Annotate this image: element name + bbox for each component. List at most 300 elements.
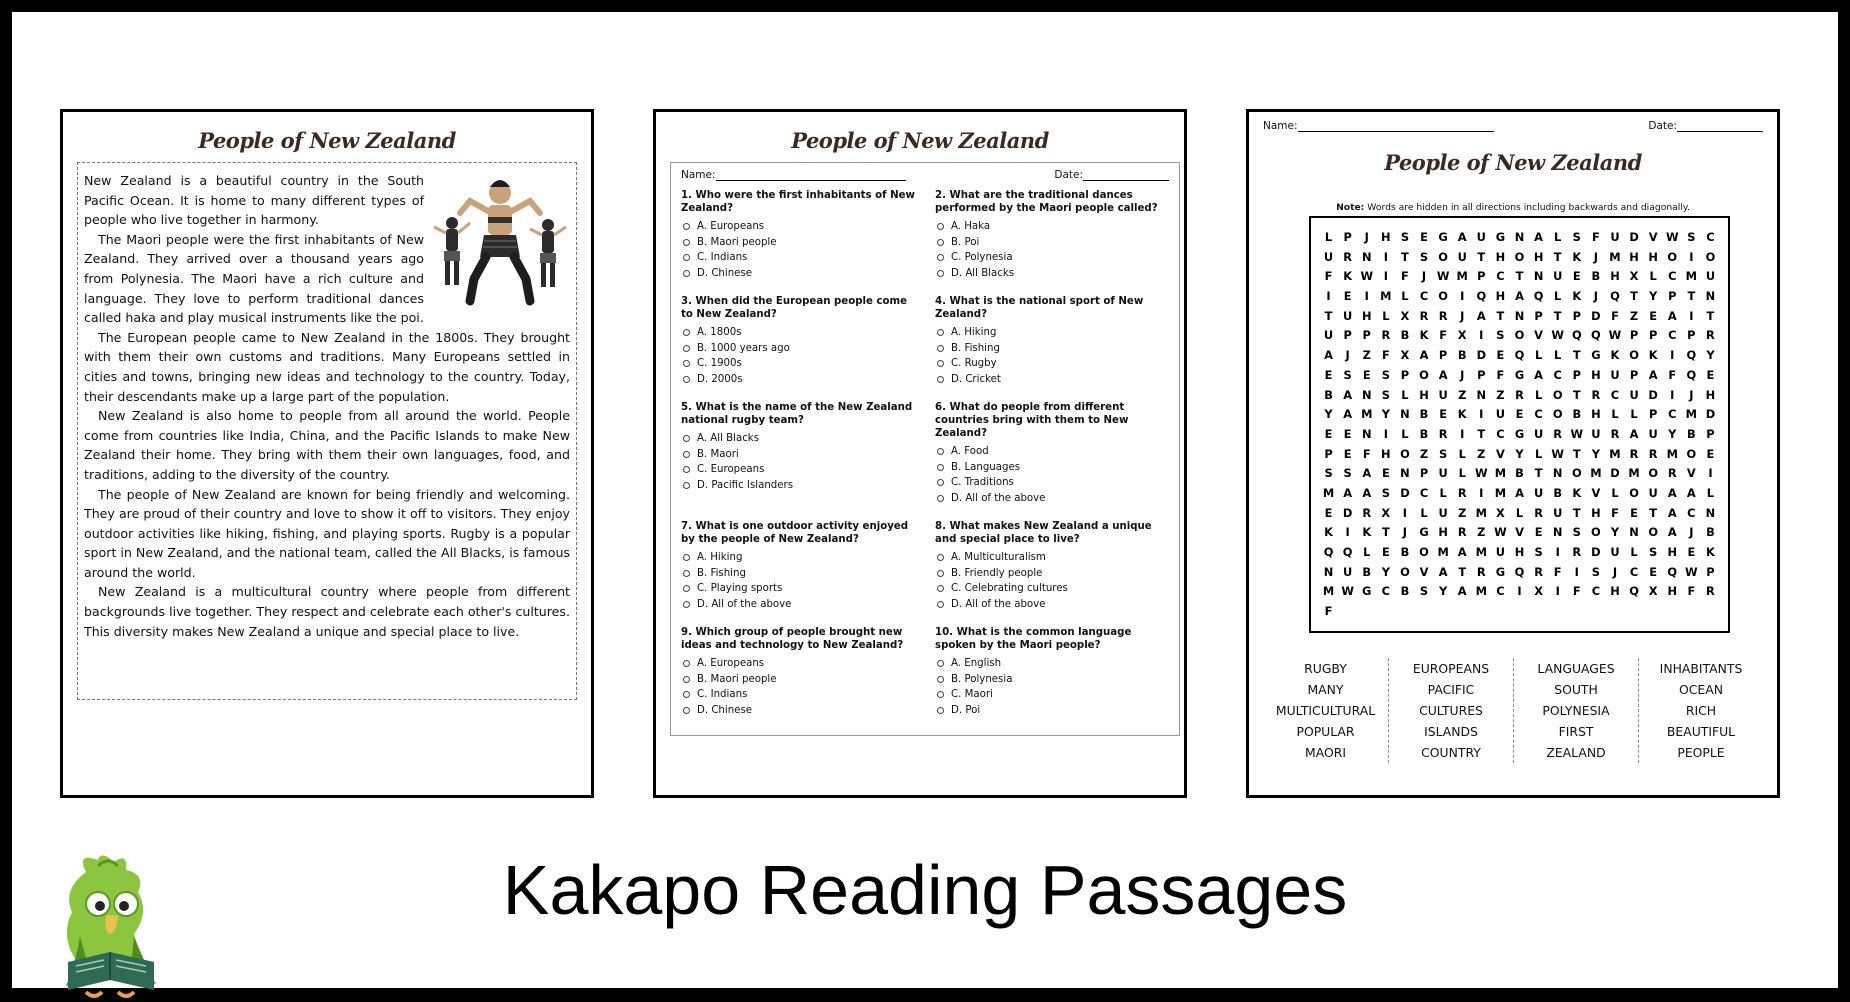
answer-option[interactable] [683, 266, 915, 282]
grid-letter[interactable]: R [1706, 584, 1715, 599]
grid-letter[interactable]: Q [1686, 348, 1697, 363]
grid-letter[interactable]: B [1400, 328, 1410, 343]
grid-letter[interactable]: M [1475, 545, 1487, 559]
grid-letter[interactable]: C [1668, 407, 1677, 422]
grid-letter[interactable]: W [1551, 328, 1564, 343]
grid-letter[interactable]: O [1438, 249, 1448, 264]
grid-letter[interactable]: T [1381, 525, 1390, 540]
grid-letter[interactable]: P [1572, 367, 1581, 382]
grid-letter[interactable]: P [1419, 466, 1429, 481]
grid-letter[interactable]: C [1381, 584, 1391, 599]
grid-letter[interactable]: K [1457, 407, 1467, 422]
answer-option[interactable] [683, 656, 915, 672]
grid-letter[interactable]: A [1476, 308, 1486, 323]
grid-letter[interactable]: J [1593, 289, 1598, 304]
grid-letter[interactable]: L [1611, 407, 1619, 422]
grid-letter[interactable]: O [1514, 249, 1525, 264]
grid-letter[interactable]: E [1362, 367, 1371, 382]
grid-letter[interactable]: S [1439, 446, 1448, 461]
grid-letter[interactable]: V [1495, 446, 1505, 461]
grid-letter[interactable]: Y [1381, 407, 1390, 422]
grid-letter[interactable]: N [1514, 308, 1525, 323]
grid-letter[interactable]: H [1610, 584, 1620, 599]
grid-letter[interactable]: T [1572, 446, 1581, 461]
grid-letter[interactable]: A [1362, 485, 1372, 500]
grid-letter[interactable]: C [1668, 269, 1677, 284]
grid-letter[interactable]: F [1381, 348, 1390, 363]
grid-letter[interactable]: X [1381, 505, 1391, 520]
grid-letter[interactable]: A [1667, 485, 1677, 500]
grid-letter[interactable]: I [1670, 387, 1675, 402]
grid-letter[interactable]: V [1648, 230, 1658, 244]
grid-letter[interactable]: U [1705, 269, 1716, 284]
grid-letter[interactable]: X [1400, 348, 1410, 363]
answer-option[interactable] [683, 597, 915, 613]
grid-letter[interactable]: R [1457, 525, 1467, 540]
grid-letter[interactable]: Q [1686, 367, 1697, 382]
grid-letter[interactable]: E [1534, 525, 1543, 540]
grid-letter[interactable]: U [1343, 564, 1353, 579]
grid-letter[interactable]: L [1706, 485, 1715, 500]
grid-letter[interactable]: S [1419, 249, 1429, 264]
grid-letter[interactable]: R [1438, 308, 1448, 323]
grid-letter[interactable]: D [1400, 485, 1410, 500]
grid-letter[interactable]: A [1457, 584, 1467, 599]
grid-letter[interactable]: I [1517, 584, 1522, 599]
grid-letter[interactable]: U [1553, 505, 1563, 520]
radio-circle-icon[interactable] [937, 360, 944, 367]
grid-letter[interactable]: Q [1533, 289, 1544, 304]
grid-letter[interactable]: H [1495, 289, 1506, 304]
grid-letter[interactable]: N [1552, 466, 1563, 481]
grid-letter[interactable]: L [1401, 426, 1409, 441]
answer-option[interactable] [937, 372, 1169, 388]
grid-letter[interactable]: T [1553, 308, 1562, 323]
grid-letter[interactable]: R [1457, 485, 1467, 500]
grid-letter[interactable]: U [1591, 426, 1601, 441]
answer-option[interactable] [937, 475, 1169, 491]
answer-option[interactable] [683, 447, 915, 463]
grid-letter[interactable]: R [1515, 387, 1524, 402]
grid-letter[interactable]: W [1475, 466, 1488, 481]
grid-letter[interactable]: J [1402, 525, 1408, 540]
grid-letter[interactable]: M [1475, 584, 1487, 599]
grid-letter[interactable]: E [1687, 545, 1696, 559]
grid-letter[interactable]: M [1437, 545, 1449, 559]
grid-letter[interactable]: A [1343, 485, 1353, 500]
answer-option[interactable] [683, 550, 915, 566]
grid-letter[interactable]: K [1610, 348, 1620, 363]
grid-letter[interactable]: K [1648, 348, 1658, 363]
grid-letter[interactable]: X [1400, 308, 1410, 323]
grid-letter[interactable]: O [1571, 466, 1582, 481]
radio-circle-icon[interactable] [683, 435, 690, 442]
grid-letter[interactable]: B [1362, 564, 1372, 579]
grid-letter[interactable]: Z [1477, 446, 1486, 461]
grid-letter[interactable]: M [1666, 446, 1678, 461]
grid-letter[interactable]: T [1687, 289, 1696, 304]
grid-letter[interactable]: W [1436, 269, 1450, 284]
grid-letter[interactable]: F [1324, 269, 1333, 284]
grid-letter[interactable]: T [1572, 387, 1581, 402]
grid-letter[interactable]: G [1514, 367, 1525, 382]
grid-letter[interactable]: O [1419, 367, 1429, 382]
grid-letter[interactable]: L [1420, 505, 1428, 520]
grid-letter[interactable]: U [1438, 505, 1448, 520]
grid-letter[interactable]: R [1438, 426, 1448, 441]
grid-letter[interactable]: B [1400, 584, 1410, 599]
grid-letter[interactable]: H [1591, 505, 1601, 520]
answer-option[interactable] [683, 687, 915, 703]
grid-letter[interactable]: A [1343, 387, 1353, 402]
grid-letter[interactable]: A [1534, 367, 1543, 382]
grid-letter[interactable]: I [1708, 466, 1713, 481]
grid-letter[interactable]: U [1438, 466, 1448, 481]
grid-letter[interactable]: T [1572, 505, 1581, 520]
grid-letter[interactable]: R [1381, 328, 1391, 343]
radio-circle-icon[interactable] [683, 329, 690, 336]
grid-letter[interactable]: H [1438, 525, 1448, 540]
grid-letter[interactable]: A [1686, 485, 1696, 500]
grid-letter[interactable]: P [1629, 328, 1639, 343]
grid-letter[interactable]: W [1665, 230, 1679, 244]
grid-letter[interactable]: O [1686, 446, 1697, 461]
grid-letter[interactable]: R [1610, 426, 1620, 441]
radio-circle-icon[interactable] [683, 554, 690, 561]
grid-letter[interactable]: M [1685, 269, 1698, 284]
grid-letter[interactable]: M [1685, 407, 1698, 422]
radio-circle-icon[interactable] [683, 239, 690, 246]
grid-letter[interactable]: P [1438, 348, 1448, 363]
grid-letter[interactable]: Y [1438, 584, 1448, 599]
grid-letter[interactable]: G [1419, 525, 1429, 540]
grid-letter[interactable]: C [1419, 485, 1429, 500]
radio-circle-icon[interactable] [683, 451, 690, 458]
answer-option[interactable] [683, 478, 915, 494]
answer-option[interactable] [937, 703, 1169, 719]
grid-letter[interactable]: L [1611, 485, 1619, 500]
grid-letter[interactable]: K [1343, 269, 1353, 284]
grid-letter[interactable]: L [1554, 348, 1562, 363]
answer-option[interactable] [683, 581, 915, 597]
grid-letter[interactable]: U [1438, 387, 1448, 402]
grid-letter[interactable]: F [1611, 308, 1619, 323]
grid-letter[interactable]: G [1495, 564, 1506, 579]
radio-circle-icon[interactable] [937, 254, 944, 261]
answer-option[interactable] [937, 250, 1169, 266]
answer-option[interactable] [683, 372, 915, 388]
grid-letter[interactable]: U [1610, 367, 1620, 382]
grid-letter[interactable]: A [1667, 525, 1677, 540]
grid-letter[interactable]: W [1494, 525, 1507, 540]
grid-letter[interactable]: Q [1323, 545, 1334, 559]
grid-letter[interactable]: T [1496, 308, 1505, 323]
grid-letter[interactable]: T [1458, 564, 1467, 579]
grid-letter[interactable]: U [1629, 387, 1639, 402]
answer-option[interactable] [937, 460, 1169, 476]
grid-letter[interactable]: B [1457, 348, 1467, 363]
grid-letter[interactable]: T [1477, 249, 1486, 264]
grid-letter[interactable]: L [1515, 505, 1524, 520]
grid-letter[interactable]: T [1630, 289, 1638, 304]
grid-letter[interactable]: S [1591, 564, 1600, 579]
grid-letter[interactable]: R [1362, 505, 1372, 520]
radio-circle-icon[interactable] [937, 570, 944, 577]
grid-letter[interactable]: C [1668, 328, 1677, 343]
grid-letter[interactable]: F [1496, 367, 1505, 382]
grid-letter[interactable]: L [1649, 269, 1657, 284]
grid-letter[interactable]: A [1667, 505, 1677, 520]
grid-letter[interactable]: W [1551, 446, 1564, 461]
grid-letter[interactable]: L [1630, 407, 1638, 422]
grid-letter[interactable]: E [1420, 230, 1428, 244]
grid-letter[interactable]: M [1494, 466, 1507, 481]
grid-letter[interactable]: N [1533, 269, 1544, 284]
grid-letter[interactable]: F [1611, 505, 1619, 520]
grid-letter[interactable]: P [1629, 367, 1639, 382]
grid-letter[interactable]: N [1323, 564, 1334, 579]
grid-letter[interactable]: M [1322, 584, 1335, 599]
grid-letter[interactable]: U [1343, 308, 1353, 323]
grid-letter[interactable]: R [1706, 328, 1715, 343]
grid-letter[interactable]: B [1324, 387, 1333, 402]
grid-letter[interactable]: Q [1514, 348, 1525, 363]
grid-letter[interactable]: F [1439, 328, 1447, 343]
grid-letter[interactable]: O [1438, 289, 1448, 304]
answer-option[interactable] [937, 341, 1169, 357]
grid-letter[interactable]: E [1343, 446, 1352, 461]
grid-letter[interactable]: U [1610, 545, 1620, 559]
grid-letter[interactable]: H [1648, 249, 1658, 264]
grid-letter[interactable]: D [1591, 308, 1601, 323]
radio-circle-icon[interactable] [937, 239, 944, 246]
grid-letter[interactable]: M [1475, 505, 1487, 520]
grid-letter[interactable]: I [1460, 426, 1465, 441]
grid-letter[interactable]: N [1476, 387, 1487, 402]
grid-letter[interactable]: D [1476, 348, 1487, 363]
grid-letter[interactable]: R [1553, 426, 1563, 441]
grid-letter[interactable]: A [1667, 308, 1677, 323]
grid-letter[interactable]: P [1343, 328, 1352, 343]
grid-letter[interactable]: T [1515, 269, 1524, 284]
grid-letter[interactable]: Q [1571, 328, 1582, 343]
grid-letter[interactable]: Y [1515, 446, 1524, 461]
radio-circle-icon[interactable] [937, 707, 944, 714]
grid-letter[interactable]: P [1477, 367, 1486, 382]
grid-letter[interactable]: P [1687, 328, 1696, 343]
grid-letter[interactable]: J [1345, 348, 1350, 363]
grid-letter[interactable]: Y [1706, 348, 1715, 363]
grid-letter[interactable]: J [1593, 249, 1598, 264]
grid-letter[interactable]: S [1381, 387, 1390, 402]
grid-letter[interactable]: B [1687, 426, 1696, 441]
grid-letter[interactable]: U [1323, 328, 1334, 343]
grid-letter[interactable]: T [1553, 249, 1562, 264]
grid-letter[interactable]: T [1324, 308, 1333, 323]
grid-letter[interactable]: I [1479, 485, 1484, 500]
grid-letter[interactable]: G [1514, 426, 1525, 441]
grid-letter[interactable]: Z [1458, 387, 1467, 402]
grid-letter[interactable]: T [1572, 348, 1581, 363]
grid-letter[interactable]: K [1706, 545, 1715, 559]
grid-letter[interactable]: C [1496, 426, 1505, 441]
grid-letter[interactable]: S [1343, 466, 1352, 481]
answer-option[interactable] [937, 687, 1169, 703]
grid-letter[interactable]: U [1553, 269, 1563, 284]
grid-letter[interactable]: I [1364, 289, 1369, 304]
grid-letter[interactable]: Q [1610, 289, 1620, 304]
grid-letter[interactable]: P [1706, 564, 1715, 579]
grid-letter[interactable]: O [1629, 485, 1639, 500]
answer-option[interactable] [937, 266, 1169, 282]
grid-letter[interactable]: L [1458, 446, 1466, 461]
grid-letter[interactable]: A [1438, 564, 1448, 579]
grid-letter[interactable]: O [1667, 249, 1678, 264]
grid-letter[interactable]: M [1609, 446, 1621, 461]
grid-letter[interactable]: S [1572, 230, 1581, 244]
grid-letter[interactable]: E [1324, 367, 1333, 382]
grid-letter[interactable]: A [1324, 348, 1333, 363]
grid-letter[interactable]: M [1456, 269, 1468, 284]
grid-letter[interactable]: G [1438, 230, 1448, 244]
grid-letter[interactable]: L [1324, 230, 1333, 244]
grid-letter[interactable]: C [1610, 387, 1620, 402]
grid-letter[interactable]: T [1477, 426, 1486, 441]
grid-letter[interactable]: A [1457, 545, 1467, 559]
grid-letter[interactable]: C [1687, 505, 1696, 520]
grid-letter[interactable]: Z [1629, 308, 1639, 323]
grid-letter[interactable]: O [1648, 525, 1658, 540]
grid-letter[interactable]: I [1555, 584, 1560, 599]
radio-circle-icon[interactable] [937, 270, 944, 277]
grid-letter[interactable]: C [1496, 269, 1505, 284]
grid-letter[interactable]: E [1649, 564, 1658, 579]
grid-letter[interactable]: W [1341, 584, 1354, 599]
grid-letter[interactable]: X [1629, 269, 1639, 284]
grid-letter[interactable]: Q [1342, 545, 1353, 559]
grid-letter[interactable]: I [1555, 545, 1560, 559]
grid-letter[interactable]: M [1628, 466, 1640, 481]
radio-circle-icon[interactable] [937, 601, 944, 608]
radio-circle-icon[interactable] [937, 554, 944, 561]
grid-letter[interactable]: A [1419, 348, 1429, 363]
grid-letter[interactable]: K [1572, 485, 1582, 500]
grid-letter[interactable]: R [1476, 564, 1486, 579]
grid-letter[interactable]: B [1400, 545, 1410, 559]
radio-circle-icon[interactable] [937, 660, 944, 667]
radio-circle-icon[interactable] [683, 660, 690, 667]
grid-letter[interactable]: H [1361, 308, 1372, 323]
grid-letter[interactable]: I [1479, 407, 1484, 422]
radio-circle-icon[interactable] [683, 270, 690, 277]
grid-letter[interactable]: R [1534, 564, 1543, 579]
grid-letter[interactable]: V [1686, 466, 1696, 481]
grid-letter[interactable]: H [1533, 249, 1544, 264]
grid-letter[interactable]: I [1383, 426, 1388, 441]
grid-letter[interactable]: P [1668, 289, 1677, 304]
grid-letter[interactable]: E [1572, 269, 1581, 284]
grid-letter[interactable]: O [1629, 348, 1639, 363]
grid-letter[interactable]: O [1400, 564, 1410, 579]
grid-letter[interactable]: F [1553, 564, 1562, 579]
grid-letter[interactable]: Q [1629, 584, 1639, 599]
radio-circle-icon[interactable] [937, 691, 944, 698]
grid-letter[interactable]: C [1496, 584, 1505, 599]
grid-letter[interactable]: O [1552, 387, 1563, 402]
grid-letter[interactable]: T [1534, 466, 1543, 481]
grid-letter[interactable]: A [1629, 426, 1639, 441]
radio-circle-icon[interactable] [683, 691, 690, 698]
radio-circle-icon[interactable] [683, 254, 690, 261]
grid-letter[interactable]: V [1419, 564, 1429, 579]
radio-circle-icon[interactable] [937, 495, 944, 502]
grid-letter[interactable]: R [1648, 446, 1658, 461]
grid-letter[interactable]: U [1457, 249, 1467, 264]
grid-letter[interactable]: N [1552, 525, 1563, 540]
grid-letter[interactable]: T [1649, 505, 1658, 520]
grid-letter[interactable]: I [1689, 249, 1694, 264]
grid-letter[interactable]: A [1534, 230, 1543, 244]
grid-letter[interactable]: Z [1458, 505, 1467, 520]
grid-letter[interactable]: F [1668, 367, 1677, 382]
grid-letter[interactable]: U [1533, 426, 1544, 441]
grid-letter[interactable]: A [1648, 367, 1658, 382]
grid-letter[interactable]: N [1361, 249, 1372, 264]
grid-letter[interactable]: X [1534, 584, 1543, 599]
grid-letter[interactable]: Q [1591, 328, 1601, 343]
radio-circle-icon[interactable] [937, 479, 944, 486]
grid-letter[interactable]: A [1362, 466, 1372, 481]
grid-letter[interactable]: Y [1591, 446, 1600, 461]
grid-letter[interactable]: B [1419, 407, 1429, 422]
grid-letter[interactable]: I [1345, 525, 1350, 540]
grid-letter[interactable]: L [1363, 545, 1371, 559]
grid-letter[interactable]: U [1648, 485, 1658, 500]
grid-letter[interactable]: W [1360, 269, 1374, 284]
grid-letter[interactable]: B [1419, 426, 1429, 441]
grid-letter[interactable]: E [1515, 407, 1524, 422]
answer-option[interactable] [937, 325, 1169, 341]
grid-letter[interactable]: U [1648, 426, 1658, 441]
grid-letter[interactable]: O [1552, 407, 1563, 422]
grid-letter[interactable]: H [1667, 584, 1678, 599]
grid-letter[interactable]: J [1689, 525, 1694, 540]
grid-letter[interactable]: J [1689, 387, 1694, 402]
grid-letter[interactable]: E [1706, 446, 1715, 461]
radio-circle-icon[interactable] [937, 376, 944, 383]
grid-letter[interactable]: Y [1610, 525, 1620, 540]
answer-option[interactable] [683, 431, 915, 447]
radio-circle-icon[interactable] [683, 223, 690, 230]
grid-letter[interactable]: L [1382, 308, 1390, 323]
grid-letter[interactable]: B [1572, 407, 1582, 422]
grid-letter[interactable]: J [1612, 564, 1618, 579]
grid-letter[interactable]: E [1343, 289, 1352, 304]
grid-letter[interactable]: H [1591, 367, 1601, 382]
grid-letter[interactable]: A [1515, 289, 1524, 304]
grid-letter[interactable]: P [1343, 230, 1352, 244]
grid-letter[interactable]: D [1610, 466, 1620, 481]
grid-letter[interactable]: V [1534, 328, 1543, 343]
grid-letter[interactable]: I [1326, 289, 1331, 304]
grid-letter[interactable]: K [1324, 525, 1333, 540]
grid-letter[interactable]: L [1439, 485, 1447, 500]
grid-letter[interactable]: G [1362, 584, 1372, 599]
grid-letter[interactable]: V [1515, 525, 1524, 540]
grid-letter[interactable]: Z [1362, 348, 1371, 363]
answer-option[interactable] [937, 235, 1169, 251]
grid-letter[interactable]: D [1705, 407, 1716, 422]
